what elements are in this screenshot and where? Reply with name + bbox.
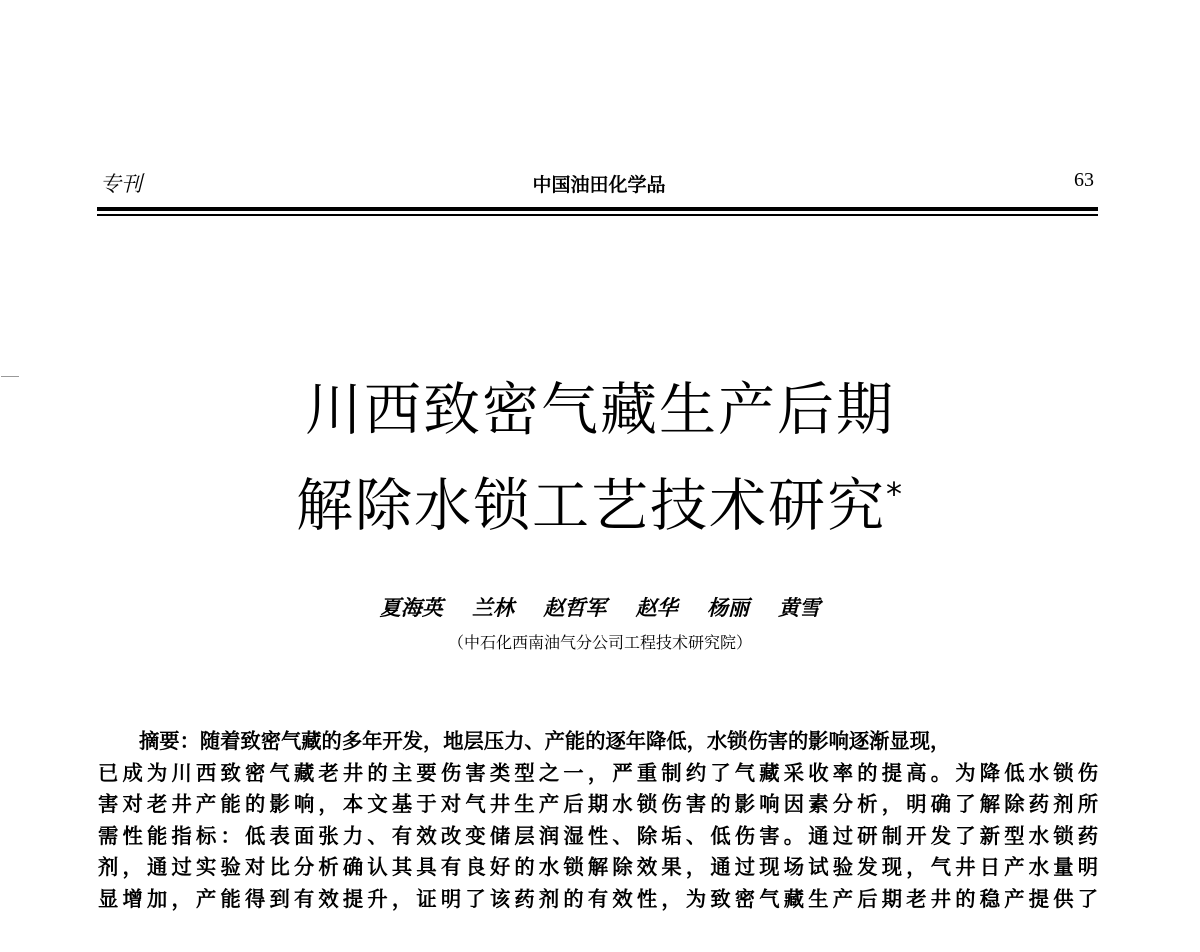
abstract-line: 剂，通过实验对比分析确认其具有良好的水锁解除效果，通过现场试验发现，气井日产水量明 [98,855,1098,879]
abstract-line: 已成为川西致密气藏老井的主要伤害类型之一，严重制约了气藏采收率的提高。为降低水锁伤 [98,760,1098,785]
abstract-line: 摘要：随着致密气藏的多年开发，地层压力、产能的逐年降低，水锁伤害的影响逐渐显现， [139,729,951,753]
author-name: 赵华 [635,595,678,620]
header-rule-thick [97,207,1098,211]
page-number: 63 [1074,169,1094,191]
abstract-line: 需性能指标：低表面张力、有效改变储层润湿性、除垢、低伤害。通过研制开发了新型水锁药 [98,823,1098,848]
abstract-line: 害对老井产能的影响，本文基于对气井生产后期水锁伤害的影响因素分析，明确了解除药剂所 [98,792,1098,816]
author-name: 赵哲军 [543,595,607,620]
title-line-2-text: 解除水锁工艺技术研究 [296,473,886,539]
author-name: 夏海英 [379,595,443,620]
abstract-line: 显增加，产能得到有效提升，证明了该药剂的有效性，为致密气藏生产后期老井的稳产提供了 [98,886,1098,911]
journal-name: 中国油田化学品 [532,174,666,196]
header-rule-thin [97,214,1098,216]
author-name: 杨丽 [706,595,749,620]
author-name: 黄雪 [778,595,821,620]
author-list [100,592,1100,622]
abstract [98,726,1098,915]
margin-mark [1,376,19,377]
section-label: 专刊 [100,172,142,196]
title-footnote-mark: * [886,475,904,513]
title-line-2 [100,458,1100,554]
running-head [100,168,1098,198]
title-line-1: 川西致密气藏生产后期 [305,377,895,443]
author-name: 兰林 [472,595,515,620]
article-title [100,362,1100,554]
author-affiliation: （中石化西南油气分公司工程技术研究院） [447,633,752,652]
